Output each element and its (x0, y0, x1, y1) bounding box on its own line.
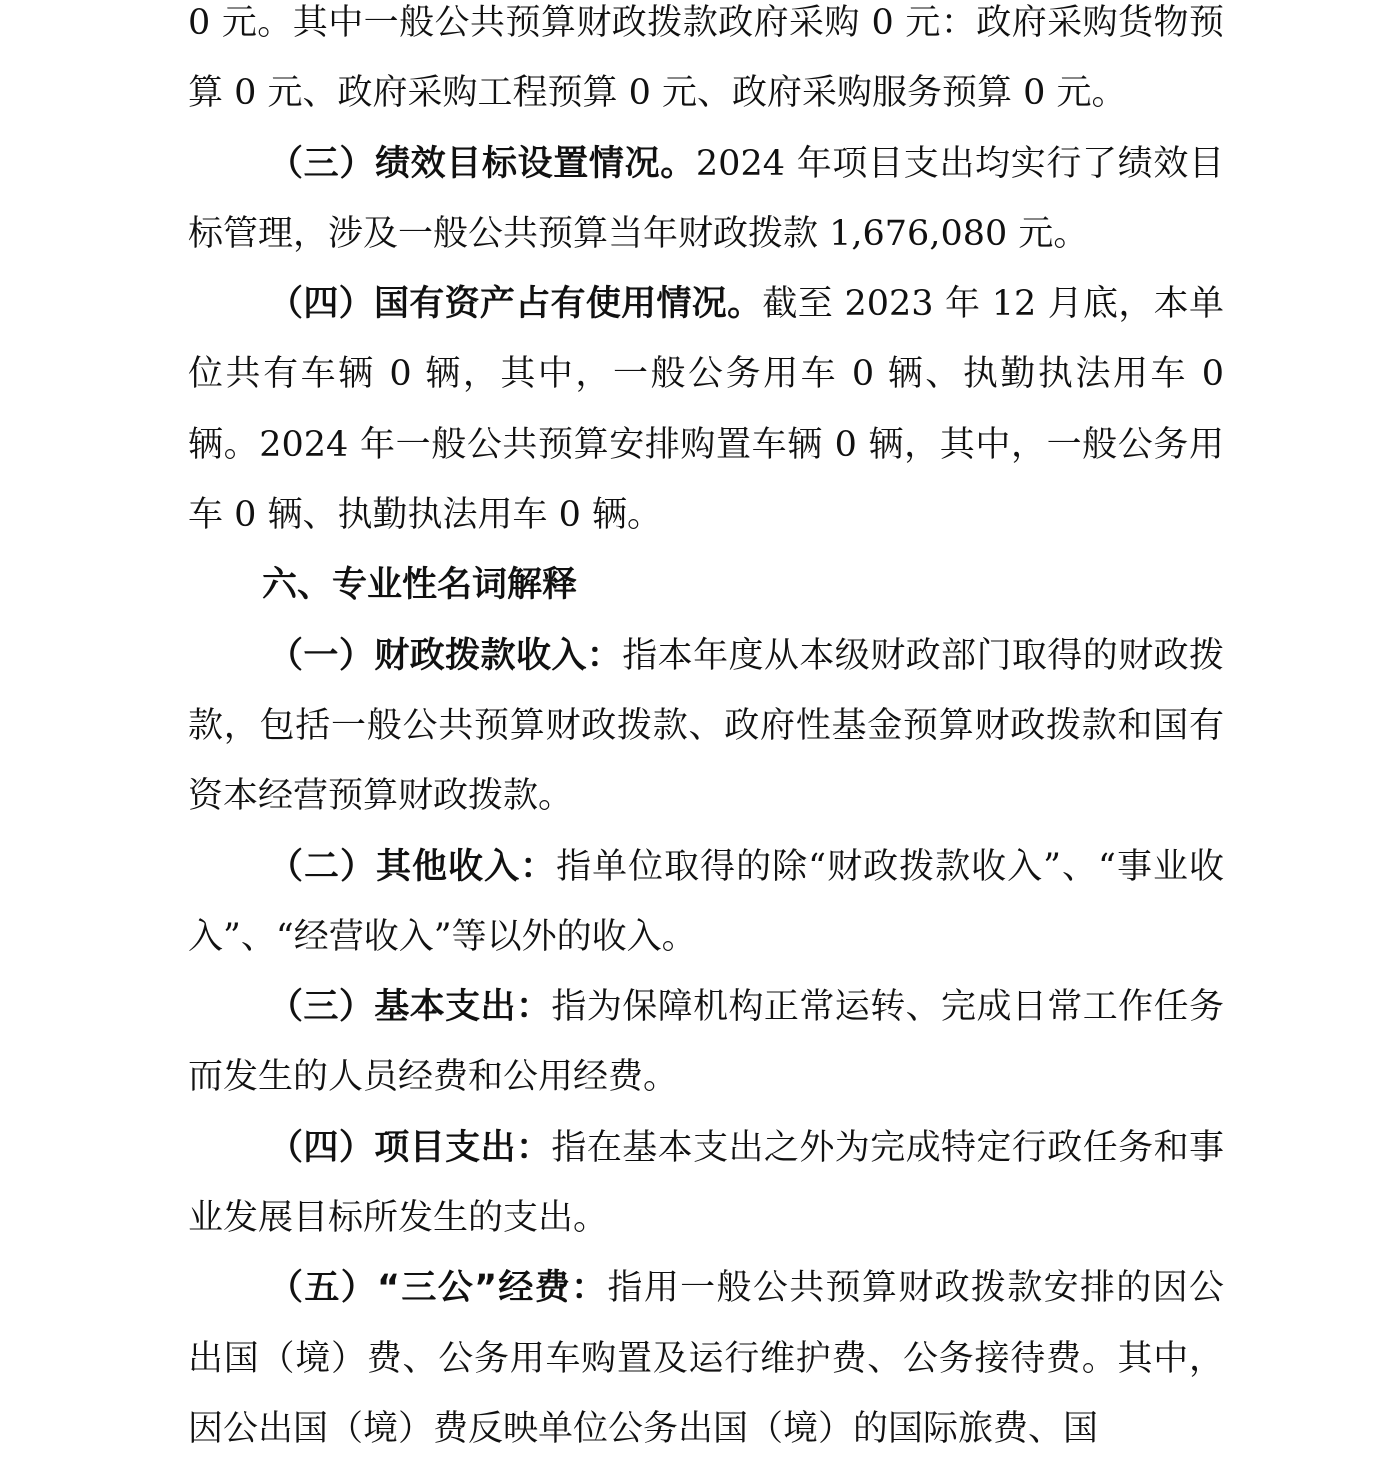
paragraph-text: 0 元。其中一般公共预算财政拨款政府采购 0 元：政府采购货物预算 0 元、政府采购工程预算 0 元、政府采购服务预算 0 元。 (188, 3, 1224, 114)
term-text: 指单位取得的除“财政拨款收入”、“事业收入”、“经营收入”等以外的收入。 (188, 846, 1224, 957)
term-three-public (188, 1253, 1224, 1464)
term-lead: （三）基本支出： (268, 987, 552, 1028)
section-heading: 六、专业性名词解释 (262, 565, 578, 606)
document-page (188, 0, 1224, 1464)
paragraph-assets (188, 269, 1224, 550)
term-lead: （一）财政拨款收入： (268, 635, 623, 676)
paragraph-lead: （三）绩效目标设置情况。 (268, 143, 696, 184)
paragraph-performance (188, 129, 1224, 270)
term-project-expense (188, 1113, 1224, 1254)
term-basic-expense (188, 972, 1224, 1113)
paragraph-text: 截至 2023 年 12 月底，本单位共有车辆 0 辆，其中，一般公务用车 0 辆、执勤执法用车 0 辆。2024 年一般公共预算安排购置车辆 0 辆，其中，一般公务用车 0 辆、执勤执法用车 0 辆。 (188, 284, 1224, 536)
paragraph-lead: （四）国有资产占有使用情况。 (268, 284, 763, 325)
paragraph-text: 2024 年项目支出均实行了绩效目标管理，涉及一般公共预算当年财政拨款 1,676,080 元。 (188, 143, 1224, 254)
term-text: 指在基本支出之外为完成特定行政任务和事业发展目标所发生的支出。 (188, 1127, 1224, 1239)
term-lead: （四）项目支出： (268, 1127, 552, 1168)
paragraph-procurement (188, 0, 1224, 129)
term-text: 指本年度从本级财政部门取得的财政拨款，包括一般公共预算财政拨款、政府性基金预算财政拨款和国有资本经营预算财政拨款。 (188, 635, 1224, 817)
term-lead: （五）“三公”经费： (268, 1268, 608, 1309)
term-other-income (188, 832, 1224, 973)
term-text: 指用一般公共预算财政拨款安排的因公出国（境）费、公务用车购置及运行维护费、公务接待费。其中，因公出国（境）费反映单位公务出国（境）的国际旅费、国 (188, 1268, 1224, 1449)
term-text: 指为保障机构正常运转、完成日常工作任务而发生的人员经费和公用经费。 (188, 987, 1224, 1098)
term-lead: （二）其他收入： (268, 846, 557, 887)
term-fiscal-income (188, 621, 1224, 832)
